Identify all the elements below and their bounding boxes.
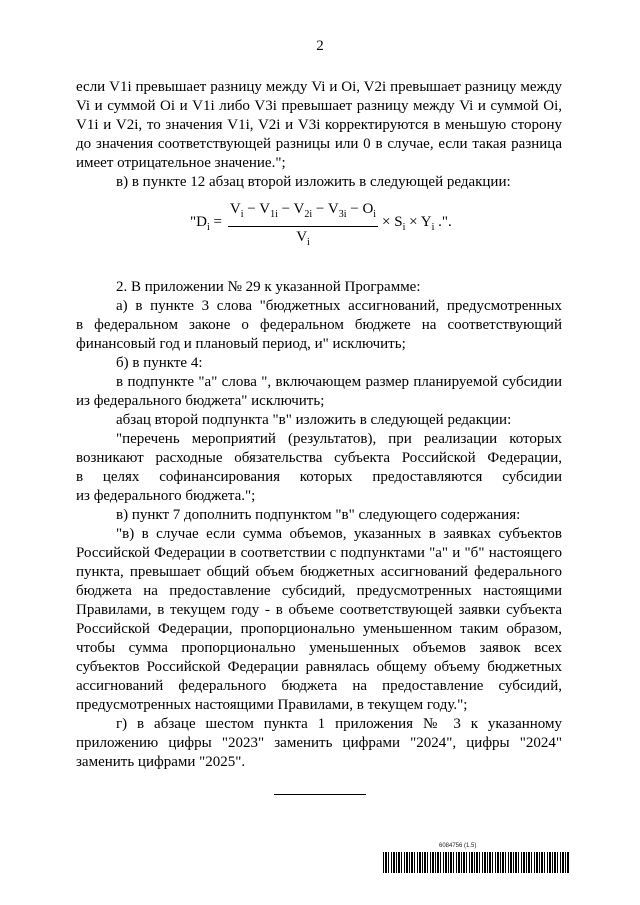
barcode-image: [383, 852, 569, 873]
text-line: из федерального бюджета" исключить;: [76, 393, 325, 409]
text-line: б) в пункте 4:: [116, 355, 203, 371]
page-number: 2: [316, 38, 324, 54]
text-line: чтобы сумма пропорционально уменьшенных объемов заявок всех: [76, 640, 562, 656]
barcode-block: [383, 843, 569, 873]
formula-lhs: "$D_i$ =: [190, 214, 222, 233]
text-line: в федеральном законе о федеральном бюджете на соответствующий: [76, 317, 562, 333]
formula-fraction: [228, 200, 378, 252]
document-body: [76, 78, 562, 772]
text-line: из федерального бюджета.";: [76, 488, 256, 504]
formula-denominator: $V_i$: [296, 229, 310, 248]
text-line: в) пункт 7 дополнить подпунктом "в" следующего содержания:: [116, 507, 521, 523]
text-line: абзац второй подпункта "в" изложить в следующей редакции:: [116, 412, 512, 428]
text-line: Правилами, в текущем году - в объеме соответствующей заявки субъекта: [76, 602, 562, 618]
text-line: пункта, превышает общий объем бюджетных ассигнований федерального: [76, 564, 562, 580]
text-line: ассигнований федерального бюджета на предоставление субсидий,: [76, 678, 562, 694]
text-line: если V1i превышает разницу между Vi и Oi, V2i превышает разницу между: [76, 79, 562, 95]
text-line: г) в абзаце шестом пункта 1 приложения № 3 к указанному: [116, 716, 562, 732]
text-line: Российской Федерации в соответствии с подпунктами "а" и "б" настоящего: [76, 545, 562, 561]
text-line: в целях софинансирования которых предоставляются субсидии: [76, 469, 562, 485]
end-separator-line: [274, 794, 366, 795]
formula: [76, 200, 562, 250]
text-line: "в) в случае если сумма объемов, указанных в заявках субъектов: [116, 526, 562, 542]
text-line: возникают расходные обязательства субъекта Российской Федерации,: [76, 450, 562, 466]
text-line: а) в пункте 3 слова "бюджетных ассигнований, предусмотренных: [116, 298, 562, 314]
barcode-id: 6084756 (1.5): [439, 843, 477, 849]
text-line: субъектов Российской Федерации равнялась общему объему бюджетных: [76, 659, 562, 675]
text-line: имеет отрицательное значение.";: [76, 155, 286, 171]
formula-numerator: $V_i - V_{1i} - V_{2i} - V_{3i} - O_i$: [229, 201, 377, 220]
text-line: в) в пункте 12 абзац второй изложить в следующей редакции:: [116, 174, 511, 190]
text-line: предусмотренных настоящими Правилами, в текущем году.";: [76, 697, 468, 713]
text-line: V1i и V2i, то значения V1i, V2i и V3i корректируются в меньшую сторону: [76, 117, 562, 133]
text-line: Российской Федерации, пропорционально уменьшенном таким образом,: [76, 621, 562, 637]
text-line: заменить цифрами "2025".: [76, 754, 246, 770]
text-line: приложению цифры "2023" заменить цифрами "2024", цифры "2024": [76, 735, 562, 751]
text-line: в подпункте "а" слова ", включающем размер планируемой субсидии: [116, 374, 562, 390]
formula-multipliers: × $S_i \times Y_i$ .".: [382, 214, 452, 233]
text-line: Vi и суммой Oi и V1i либо V3i превышает разницу между Vi и суммой Oi,: [76, 98, 562, 114]
text-line: до значения соответствующей разницы или 0 в случае, если такая разница: [76, 136, 562, 152]
text-line: 2. В приложении № 29 к указанной Программе:: [116, 279, 421, 295]
text-line: бюджета на предоставление субсидий, предусмотренных настоящими: [76, 583, 562, 599]
text-line: "перечень мероприятий (результатов), при реализации которых: [116, 431, 562, 447]
text-line: финансовый год и плановый период, и" исключить;: [76, 336, 406, 352]
